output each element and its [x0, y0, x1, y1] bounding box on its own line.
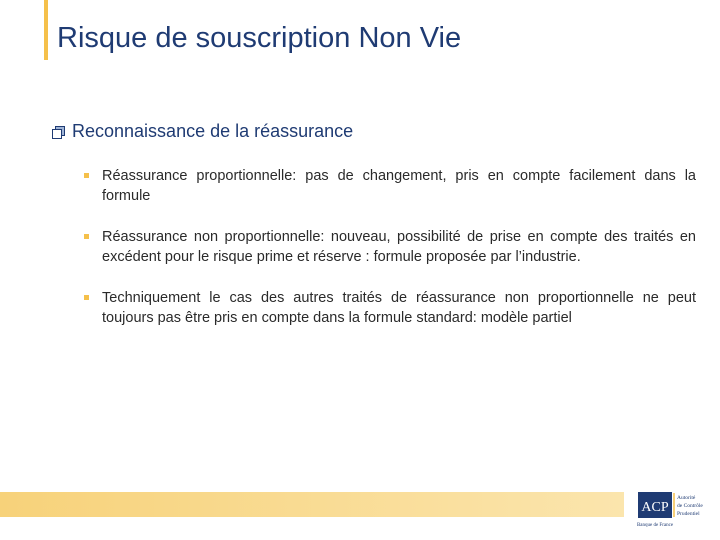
square-bullet-icon	[84, 173, 89, 178]
sub-bullet-text: Réassurance non proportionnelle: nouveau, possibilité de prise en compte des traités en excédent pour le risque prime et réserve : formule proposée par l’industrie.	[102, 229, 696, 265]
logo-acronym: ACP	[641, 500, 669, 515]
page-title: Risque de souscription Non Vie	[57, 22, 462, 54]
logo-line: Prudentiel	[677, 511, 700, 517]
sub-bullet-list	[84, 166, 696, 349]
checkbox-bullet-icon	[52, 126, 64, 138]
square-bullet-icon	[84, 234, 89, 239]
footer-band	[0, 492, 624, 517]
sub-bullet-item	[84, 227, 696, 267]
sub-bullet-text: Techniquement le cas des autres traités de réassurance non proportionnelle ne peut toujours pas être pris en compte dans la formule standard: modèle partiel	[102, 290, 696, 326]
logo-line: Autorité	[677, 495, 696, 501]
title-accent-bar	[44, 0, 48, 60]
logo-line: de Contrôle	[677, 503, 703, 509]
acp-logo	[636, 490, 714, 532]
square-bullet-icon	[84, 295, 89, 300]
main-bullet-text: Reconnaissance de la réassurance	[72, 121, 354, 141]
logo-bank: Banque de France	[636, 523, 674, 528]
sub-bullet-item	[84, 166, 696, 206]
main-bullet	[52, 121, 353, 142]
sub-bullet-item	[84, 288, 696, 328]
sub-bullet-text: Réassurance proportionnelle: pas de changement, pris en compte facilement dans la formule	[102, 168, 696, 204]
